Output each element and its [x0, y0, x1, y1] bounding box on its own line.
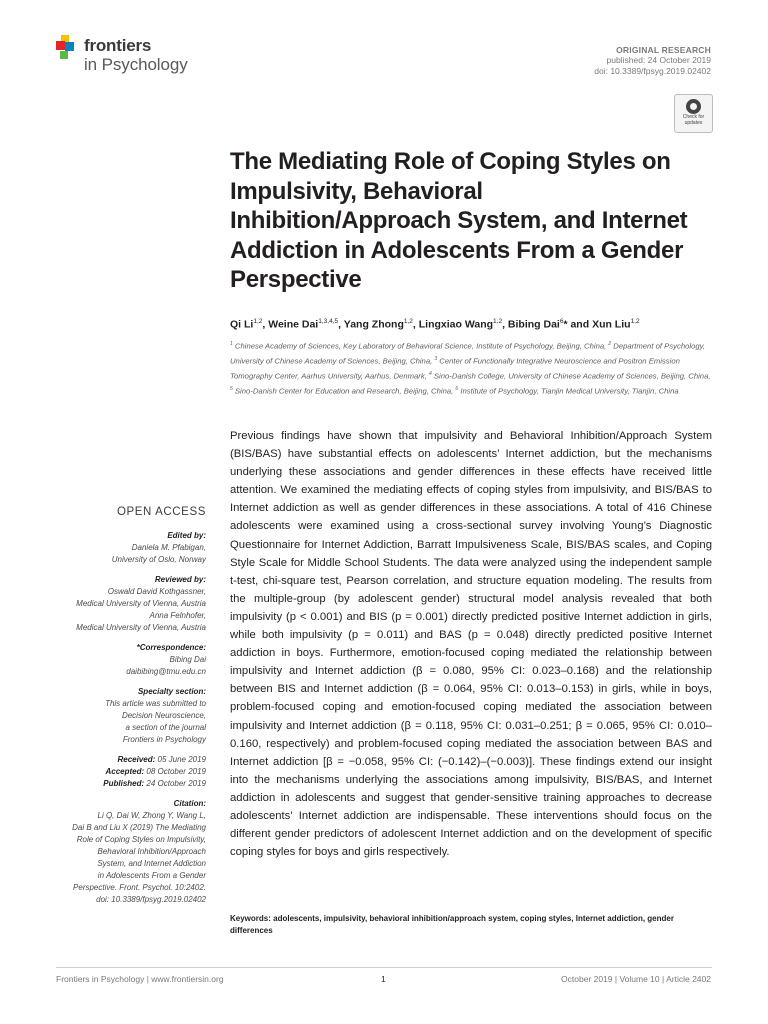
specialty-line: Decision Neuroscience, [121, 711, 206, 720]
author-separator: , [338, 318, 344, 331]
logo-brand: frontiers [84, 36, 152, 55]
citation-block [40, 798, 206, 906]
correspondence-block [40, 642, 206, 678]
specialty-block [40, 686, 206, 746]
citation-line: System, and Internet Addiction [97, 859, 206, 868]
affiliations [230, 338, 714, 398]
citation-line: Behavioral Inhibition/Approach [97, 847, 206, 856]
editor-line: Daniela M. Pfabigan, [131, 543, 206, 552]
reviewer-line: Medical University of Vienna, Austria [76, 599, 206, 608]
page-number: 1 [381, 974, 386, 984]
reviewed-by-block [40, 574, 206, 634]
reviewer-line: Anna Felnhofer, [149, 611, 206, 620]
published-date-sidebar: Published: 24 October 2019 [103, 779, 206, 788]
affiliation-text: Sino-Danish Center for Education and Research, Beijing, China, [232, 386, 456, 396]
author-name[interactable]: Lingxiao Wang [418, 318, 494, 331]
affiliation-marker: 5 [230, 386, 233, 393]
author-affiliation-marker: 6 [559, 318, 564, 325]
author-separator: * and [563, 318, 593, 331]
accepted-date: Accepted: 08 October 2019 [105, 767, 206, 776]
frontiers-logo-icon [56, 35, 80, 61]
affiliation-text: Department of Psychology, University of Chinese Academy of Sciences, Beijing, China, [230, 341, 706, 366]
specialty-line: a section of the journal [125, 723, 206, 732]
reviewed-by-heading: Reviewed by: [154, 575, 206, 584]
check-for-updates-badge[interactable] [674, 94, 713, 133]
author-separator: , [262, 318, 269, 331]
author-name[interactable]: Bibing Dai [507, 318, 560, 331]
citation-line: in Adolescents From a Gender [97, 871, 206, 880]
affiliation-marker: 4 [428, 371, 432, 378]
affiliation-marker: 3 [434, 356, 438, 363]
received-date: Received: 05 June 2019 [117, 755, 206, 764]
author-list [230, 318, 710, 331]
specialty-line: This article was submitted to [105, 699, 206, 708]
citation-line: doi: 10.3389/fpsyg.2019.02402 [96, 895, 206, 904]
edited-by-heading: Edited by: [167, 531, 206, 540]
open-access-label: OPEN ACCESS [116, 506, 206, 518]
abstract: Previous findings have shown that impulsivity and Behavioral Inhibition/Approach System (BIS/BAS) have substantial effects on adolescents’ Internet addiction, but the mechanisms underlying these associations and gender differences in these effects have received little attention. We examined the mediating effects of coping styles from impulsivity, and BIS/BAS to Internet addiction as well as gender differences in these associations. A total of 416 Chinese adolescents were examined using a cross-sectional survey involving Young’s Diagnostic Questionnaire for Internet Addiction, Barratt Impulsiveness Scale, BIS/BAS scales, and Coping Style Scale for Middle School Students. The data were analyzed using the independent sample t-test, chi-square test, Pearson correlation, and structure equation modeling. The results from the multiple-group (by adolescent gender) structural model analysis revealed that both impulsivity (p < 0.001) and BIS (p = 0.001) directly predicted positive Internet addiction in girls, while both impulsivity (p = 0.011) and BAS (p = 0.048) directly predicted positive Internet addiction in boys. Furthermore, emotion-focused coping mediated the relationship between impulsivity and Internet addiction (β = 0.080, 95% CI: 0.023–0.168) and the relationship between BIS and Internet addiction (β = 0.064, 95% CI: 0.013–0.153) in girls, while in boys, problem-focused coping and emotion-focused coping mediated the association between impulsivity and Internet addiction (β = 0.118, 95% CI: 0.031–0.251; β = 0.065, 95% CI: 0.010–0.160, respectively) and problem-focused coping mediated the association between BAS and Internet addiction [β = −0.058, 95% CI: (−0.142)–(−0.003)]. These findings extend our insight into the mechanisms underlying the associations among impulsivity, BIS/BAS, and Internet addiction in adolescents and suggest that gender-sensitive training approaches to decrease adolescents’ Internet addiction are indispensable. These interventions should focus on the different gender predictors of adolescent Internet addiction and on the development of specific coping styles for boys and girls respectively. [230, 430, 712, 859]
author-affiliation-marker: 1,2 [403, 318, 413, 325]
logo-journal: in Psychology [84, 55, 188, 74]
author-name[interactable]: Yang Zhong [343, 318, 404, 331]
affiliation-text: Sino-Danish College, University of Chinese Academy of Sciences, Beijing, China, [431, 371, 711, 381]
citation-line: Perspective. Front. Psychol. 10:2402. [73, 883, 206, 892]
author-separator: , [502, 318, 508, 331]
author-separator: , [412, 318, 419, 331]
published-date: published: 24 October 2019 [606, 55, 711, 65]
article-sidebar [40, 506, 206, 914]
reviewer-line: Medical University of Vienna, Austria [76, 623, 206, 632]
citation-heading: Citation: [173, 799, 206, 808]
citation-line: Li Q, Dai W, Zhong Y, Wang L, [97, 811, 206, 820]
badge-text: Check for updates [682, 114, 705, 126]
correspondent-name: Bibing Dai [169, 655, 206, 664]
correspondent-email[interactable]: daibibing@tmu.edu.cn [126, 667, 206, 676]
author-name[interactable]: Weine Dai [268, 318, 319, 331]
affiliation-marker: 6 [455, 386, 459, 393]
author-affiliation-marker: 1,3,4,5 [318, 318, 339, 325]
edited-by-block [40, 530, 206, 566]
specialty-line: Frontiers in Psychology [122, 735, 206, 744]
journal-logo[interactable] [56, 33, 216, 81]
affiliation-marker: 2 [608, 341, 612, 347]
article-title: The Mediating Role of Coping Styles on Impulsivity, Behavioral Inhibition/Approach System, and Internet Addiction in Adolescents From a Gender Perspective [230, 148, 688, 293]
footer-journal-link[interactable]: Frontiers in Psychology | www.frontiersin.org [56, 974, 224, 984]
author-affiliation-marker: 1,2 [253, 318, 263, 325]
article-meta [411, 45, 711, 77]
dates-block [40, 754, 206, 790]
reviewer-line: Oswald David Kothgassner, [107, 587, 206, 596]
specialty-heading: Specialty section: [137, 687, 206, 696]
doi-link[interactable]: doi: 10.3389/fpsyg.2019.02402 [594, 66, 711, 76]
footer-volume-info: October 2019 | Volume 10 | Article 2402 [561, 974, 711, 984]
article-type: ORIGINAL RESEARCH [616, 45, 711, 55]
footer-divider [56, 967, 712, 968]
author-affiliation-marker: 1,2 [630, 318, 640, 325]
author-name[interactable]: Xun Liu [592, 318, 631, 331]
author-name[interactable]: Qi Li [230, 318, 254, 331]
affiliation-marker: 1 [230, 341, 233, 347]
author-affiliation-marker: 1,2 [493, 318, 503, 325]
editor-line: University of Oslo, Norway [111, 555, 206, 564]
correspondence-heading: *Correspondence: [136, 643, 206, 652]
citation-line: Dai B and Liu X (2019) The Mediating [72, 823, 206, 832]
affiliation-text: Chinese Academy of Sciences, Key Laboratory of Behavioral Science, Institute of Psychology, Beijing, China, [232, 341, 609, 351]
keywords: Keywords: adolescents, impulsivity, behavioral inhibition/approach system, coping styles, Internet addiction, gender differences [230, 914, 674, 935]
affiliation-text: Institute of Psychology, Tianjin Medical University, Tianjin, China [458, 386, 679, 396]
affiliation-text: Center of Functionally Integrative Neuroscience and Positron Emission Tomography Center, Aarhus University, Aarhus, Denmark, [230, 356, 680, 381]
citation-line: Role of Coping Styles on Impulsivity, [76, 835, 206, 844]
check-updates-icon [686, 99, 701, 114]
